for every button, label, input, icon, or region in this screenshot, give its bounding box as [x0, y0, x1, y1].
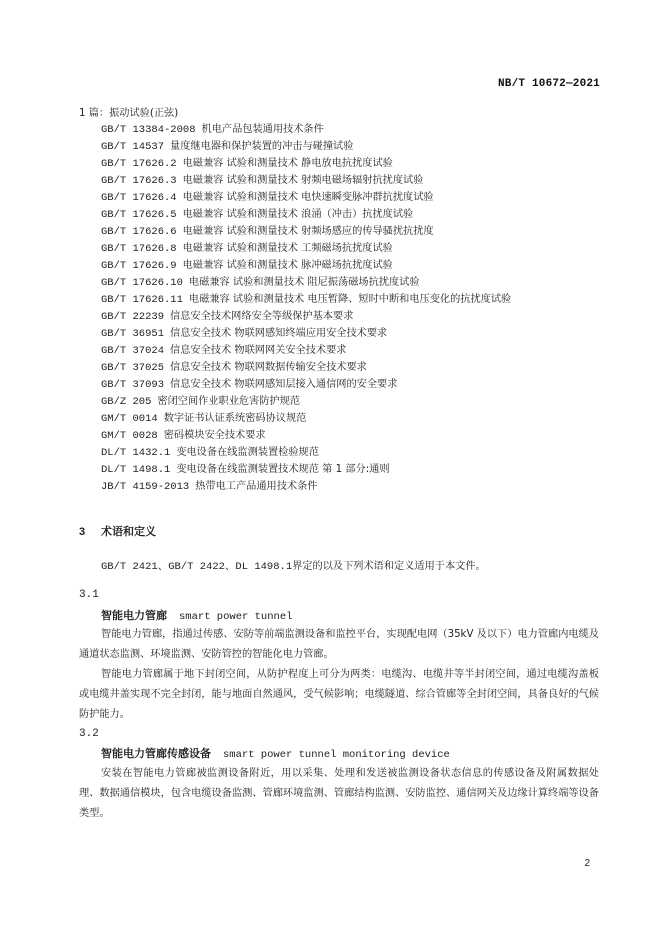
term-definition: 智能电力管廊，指通过传感、安防等前端监测设备和监控平台，实现配电网（35kV 及以下）电力管廊内电缆及通道状态监测、环境监测、安防管控的智能化电力管廊。 — [79, 629, 599, 660]
reference-title: 信息安全技术 物联网感知层接入通信网的安全要求 — [170, 379, 398, 390]
reference-title: 量度继电器和保护装置的冲击与碰撞试验 — [170, 141, 354, 152]
reference-title: 变电设备在线监测装置检验规范 — [176, 447, 319, 458]
reference-title: 信息安全技术网络安全等级保护基本要求 — [170, 311, 354, 322]
term-note: 智能电力管廊属于地下封闭空间，从防护程度上可分为两类：电缆沟、电缆井等半封闭空间，通过电缆沟盖板或电缆井盖实现不完全封闭，能与地面自然通风，受气候影响；电缆隧道、综合管廊等全封闭空间，具备良好的气候防护能力。 — [79, 669, 599, 720]
term-english: smart power tunnel monitoring device — [223, 749, 450, 761]
reference-code: GB/T 17626.6 — [101, 226, 177, 238]
term-number: 3.2 — [79, 728, 99, 740]
reference-item — [101, 155, 511, 172]
reference-title: 变电设备在线监测装置技术规范 第 1 部分:通则 — [176, 464, 390, 475]
reference-title: 信息安全技术 物联网感知终端应用安全技术要求 — [170, 328, 388, 339]
section-heading — [79, 523, 156, 539]
reference-item — [101, 172, 511, 189]
reference-code: GB/T 17626.5 — [101, 209, 177, 221]
reference-item — [101, 325, 511, 342]
reference-item — [101, 478, 511, 495]
reference-title: 数字证书认证系统密码协议规范 — [163, 413, 307, 424]
reference-title: 信息安全技术 物联网数据传输安全技术要求 — [170, 362, 367, 373]
reference-code: GB/T 14537 — [101, 141, 165, 153]
reference-title: 电磁兼容 试验和测量技术 静电放电抗扰度试验 — [182, 158, 393, 169]
term-english: smart power tunnel — [179, 611, 293, 623]
reference-code: GB/T 37024 — [101, 345, 165, 357]
reference-title: 电磁兼容 试验和测量技术 脉冲磁场抗扰度试验 — [182, 260, 393, 271]
reference-item — [101, 410, 511, 427]
term-chinese: 智能电力管廊 — [101, 609, 167, 622]
reference-code: GB/T 37025 — [101, 362, 165, 374]
reference-item — [101, 308, 511, 325]
reference-item — [101, 206, 511, 223]
reference-item — [101, 240, 511, 257]
reference-title: 电磁兼容 试验和测量技术 阻尼振荡磁场抗扰度试验 — [188, 277, 420, 288]
reference-code: GB/T 36951 — [101, 328, 165, 340]
reference-item — [101, 376, 511, 393]
reference-code: GB/Z 205 — [101, 396, 152, 408]
reference-item — [101, 189, 511, 206]
reference-code: GM/T 0014 — [101, 413, 158, 425]
term-chinese: 智能电力管廊传感设备 — [101, 747, 211, 760]
reference-title: 电磁兼容 试验和测量技术 浪涌（冲击）抗扰度试验 — [182, 209, 414, 220]
reference-item — [101, 427, 511, 444]
reference-item — [101, 444, 511, 461]
reference-code: GB/T 17626.11 — [101, 294, 183, 306]
normative-reference-list — [101, 121, 511, 495]
reference-code: GB/T 13384-2008 — [101, 124, 196, 136]
reference-title: 密闭空间作业职业危害防护规范 — [157, 396, 301, 407]
reference-code: GB/T 17626.8 — [101, 243, 177, 255]
section-title: 术语和定义 — [101, 525, 156, 538]
reference-code: GB/T 17626.9 — [101, 260, 177, 272]
reference-item — [101, 274, 511, 291]
term-heading — [101, 745, 450, 761]
intro-text: 界定的以及下列术语和定义适用于本文件。 — [292, 561, 486, 572]
reference-title: 信息安全技术 物联网网关安全技术要求 — [170, 345, 347, 356]
reference-item — [101, 342, 511, 359]
intro-standard-codes: GB/T 2421、GB/T 2422、DL 1498.1 — [101, 561, 293, 573]
reference-code: GB/T 22239 — [101, 311, 165, 323]
reference-code: DL/T 1432.1 — [101, 447, 171, 459]
reference-code: GB/T 17626.3 — [101, 175, 177, 187]
reference-title: 电磁兼容 试验和测量技术 射频电磁场辐射抗扰度试验 — [182, 175, 424, 186]
reference-title: 电磁兼容 试验和测量技术 电压暂降、短时中断和电压变化的抗扰度试验 — [188, 294, 512, 305]
reference-code: GB/T 17626.2 — [101, 158, 177, 170]
reference-item — [101, 138, 511, 155]
term-definition: 安装在智能电力管廊被监测设备附近，用以采集、处理和发送被监测设备状态信息的传感设备及附属数据处理、数据通信模块，包含电缆设备监测、管廊环境监测、管廊结构监测、安防监控、通信网关及边缘计算终端等设备类型。 — [79, 768, 599, 819]
term-number: 3.1 — [79, 589, 99, 601]
reference-continuation-line: 1 篇：振动试验(正弦) — [79, 108, 179, 119]
section-intro — [101, 557, 486, 573]
reference-code: GB/T 37093 — [101, 379, 165, 391]
reference-title: 电磁兼容 试验和测量技术 电快速瞬变脉冲群抗扰度试验 — [182, 192, 434, 203]
reference-item — [101, 359, 511, 376]
reference-title: 密码模块安全技术要求 — [163, 430, 266, 441]
reference-title: 机电产品包装通用技术条件 — [201, 124, 324, 135]
term-heading — [101, 607, 292, 623]
reference-item — [101, 393, 511, 410]
reference-code: GB/T 17626.10 — [101, 277, 183, 289]
reference-code: GM/T 0028 — [101, 430, 158, 442]
reference-code: JB/T 4159-2013 — [101, 481, 190, 493]
page-number: 2 — [584, 858, 590, 869]
reference-item — [101, 291, 511, 308]
reference-code: DL/T 1498.1 — [101, 464, 171, 476]
reference-item — [101, 121, 511, 138]
doc-number-header: NB/T 10672—2021 — [497, 78, 600, 90]
reference-item — [101, 223, 511, 240]
reference-item — [101, 257, 511, 274]
reference-item — [101, 461, 511, 478]
reference-title: 电磁兼容 试验和测量技术 工频磁场抗扰度试验 — [182, 243, 393, 254]
reference-title: 热带电工产品通用技术条件 — [195, 481, 318, 492]
reference-code: GB/T 17626.4 — [101, 192, 177, 204]
section-number: 3 — [79, 526, 86, 538]
reference-title: 电磁兼容 试验和测量技术 射频场感应的传导骚扰抗扰度 — [182, 226, 434, 237]
